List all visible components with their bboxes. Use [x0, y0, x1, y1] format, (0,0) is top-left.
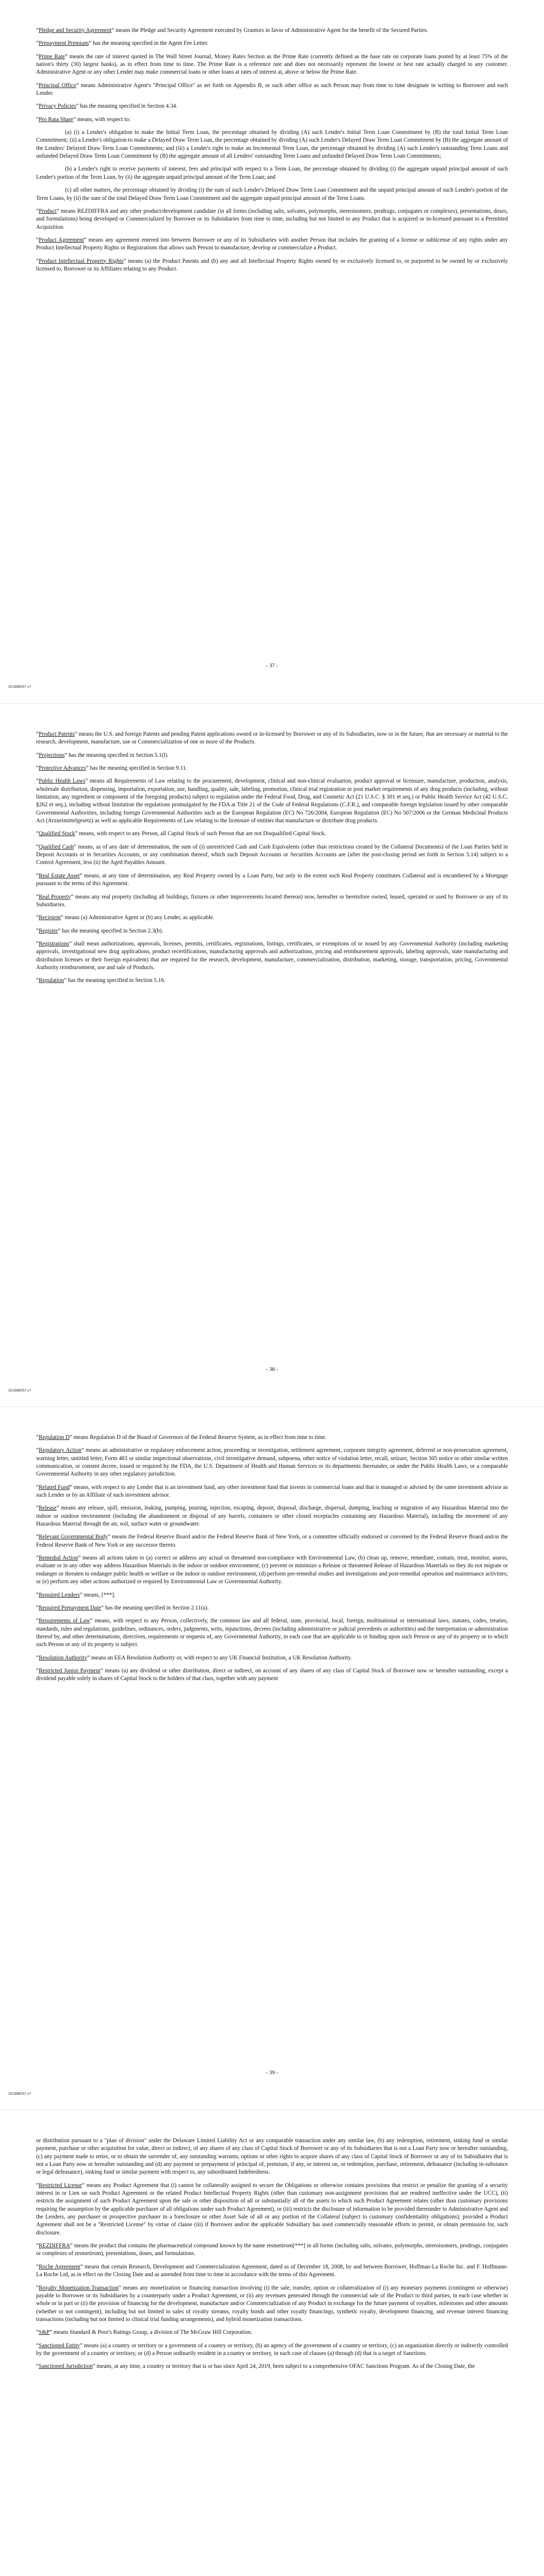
clause: (a) (i) a Lender's obligation to make the Initial Term Loan, the percentage obtained by dividing (A) such Lender's Initial Term Loan Commitment by (B) the total Initial Term Loan Commitment; (ii) a Lender's obligation to make a Delayed Draw Term Loan, the percentage obtained by dividing (A) such Lender's Delayed Draw Term Loan Commitment by (B) the aggregate amount of the Lenders' Delayed Draw Term Loan Commitments; and (iii) a Lender's right to make an Incremental Term Loan, the percentage obtained by dividing (A) such Lender's outstanding Term Loans and unfunded Delayed Draw Term Loan Commitment by (B) the aggregate amount of all Lenders' outstanding Term Loans and unfunded Delayed Draw Term Loan Commitments;	[36, 129, 508, 160]
definition-text: means, with respect to any Person, all Capital Stock of such Person that are not Disqualified Capital Stock.	[77, 831, 326, 837]
clause: (c) all other matters, the percentage obtained by dividing (i) the sum of such Lender's Delayed Draw Term Loan Commitment and the unpaid principal amount of such Lender's portion of the Term Loans, by (ii) the sum of the total Delayed Draw Term Loan Commitment and the aggregate unpaid principal amount of the Term Loans.	[36, 187, 508, 201]
definition-text: means the product that contains the pharmaceutical compound known by the name resmetirom[***] in all forms (including salts, solvates, polymorphs, stereoisomers, prodrugs, conjugates or complexes of resmetirom), presentations, doses, and formulations.	[36, 2243, 508, 2257]
continuation-paragraph: or distribution pursuant to a "plan of division" under the Delaware Limited Liability Act or any comparable transaction under any similar law, (b) any redemption, retirement, sinking fund or similar payment, purchase or other acquisition for value, direct or indirect, of any shares of any class of Capital Stock of Borrower or any of its Subsidiaries that is not a Loan Party now or hereafter outstanding, (c) any payment made to retire, or to obtain the surrender of, any outstanding warrants, options or other rights to acquire shares of any class of Capital Stock of Borrower or any of its Subsidiaries that is not a Loan Party now or hereafter outstanding and (d) any payment or prepayment of principal of, premium, if any, or interest on, or redemption, purchase, retirement, defeasance (including in-substance or legal defeasance), sinking fund or similar payment with respect to, any subordinated Indebtedness.	[36, 2138, 508, 2176]
definition-text: means all Requirements of Law relating to the procurement, development, clinical and non-clinical evaluation, product approval or licensure, manufacture, production, analysis, wholesale distribution, dispensing, importation, exportation, use, handling, quality, sale, labeling, promotion, clinical trial registration or post market requirements of any drug products (including, without limitation, any ingredient or component of the foregoing products) subject to regulation under the Federal Food, Drug, and Cosmetic Act (21 U.S.C. § 301 et seq.) or Public Health Service Act (42 U.S.C. §262 et seq.), including without limitation the regulations promulgated by the FDA at Title 21 of the Code of Federal Regulations (C.F.R.), and comparable foreign legislation issued by other comparable Governmental Authorities, including foreign Governmental Authorities such as the European Regulation (EC) No 726/2004, European Regulation (EC) No 507/2006 or the German Medicinal Products Act (Arzneimittelgesetz) as well as applicable Requirements of Law relating to the licensure of entities that manufacture or distribute drug products.	[36, 778, 508, 824]
defined-term: Pro Rata Share	[38, 116, 74, 123]
defined-term: S&P	[38, 2329, 50, 2336]
defined-term: Sanctioned Jurisdiction	[38, 2363, 93, 2370]
definition: “Regulation” has the meaning specified in Section 5.16.	[36, 977, 166, 984]
definition-text: has the meaning specified in Section 2.3(b).	[60, 927, 163, 934]
definition: “Pledge and Security Agreement” means the Pledge and Security Agreement executed by Grantors in favor of Administrative Agent for the benefit of the Secured Parties.	[36, 27, 428, 33]
definition: “Privacy Policies” has the meaning specified in Section 4.34.	[36, 103, 178, 110]
definition-text: means an administrative or regulatory enforcement action, proceeding or investigation, settlement agreement, corporate integrity agreement, deferred or non-prosecution agreement, warning letter, untitled letter, Form 483 or similar inspectional observations, civil investigative demand, subpoena, other notice of violation letter, recall, seizure, Section 305 notice or other similar written communication, or consent decree, issued or required by the FDA, the U.S. Department of Health and Human Services or its departments thereunder, or under the Public Health Laws, or a comparable Governmental Authority in any other regulatory jurisdiction.	[36, 1447, 508, 1478]
definition-text: means any monetization or financing transaction involving (i) the sale, transfer, option or collateralization of (i) any monetary payments (contingent or otherwise) payable to Borrower or its Subsidiaries by a counterparty under a Product Agreement, or (ii) any revenues generated through the commercial sale of the Product to third parties, in each case whether in whole or in part or (ii) the provision of financing for the development, manufacture and/or Commercialization of any Product in exchange for the future payment of royalties, milestones and other amounts (whether or not contingent), including but not limited to sales of royalty streams, royalty bonds and other royalty financings, synthetic royalty, development financing, and revenue interest financing transactions (including but not limited to clinical trial funding arrangements), and hybrid monetization transactions.	[36, 2284, 508, 2323]
definition-text: means all actions taken to (a) correct or address any actual or threatened non-compliance with Environmental Law, (b) clean up, remove, remediate, contain, treat, monitor, assess, evaluate or in any other way address Hazardous Materials in the indoor or outdoor environment; (c) prevent or minimize a Release or threatened Release of Hazardous Materials so they do not migrate or endanger or threaten to endanger public health or welfare or the indoor or outdoor environment; (d) perform pre-remedial studies and investigations and post-remedial operation and maintenance activities; or (e) perform any other actions authorized or required by Environmental Law or Governmental Authority.	[36, 1555, 508, 1585]
definition-text: means (a) the Product Patents and (b) any and all Intellectual Property Rights owned by or exclusively licensed to, or purported to be owned by or exclusively licensed to, Borrower or its Affiliates relating to any Product.	[36, 258, 508, 272]
defined-term: Real Property	[38, 893, 71, 900]
defined-term: Restricted License	[38, 2182, 82, 2189]
defined-term: Product	[38, 208, 57, 214]
definition-text: shall mean authorizations, approvals, licenses, permits, certificates, registrations, listings, certificates, or exemptions of or issued by any Governmental Authority (including marketing approvals, investigational new drug applications, product recertifications, manufacturing approvals and authorizations, pricing and reimbursement approvals, labeling approvals, state manufacturing and distribution licenses or their foreign equivalent) that are required for the research, development, manufacture, commercialization, distribution, marketing, storage, transportation, pricing, Governmental Authority reimbursement, use and sale of Products.	[36, 940, 508, 971]
definition: “Principal Office” means Administrative Agent's "Principal Office" as set forth on Appendix B, or such other office as such Person may from time to time designate in writing to Borrower and each Lender.	[36, 82, 508, 97]
definition: “Pro Rata Share” means, with respect to:	[36, 116, 130, 123]
definition: “Regulation D” means Regulation D of the Board of Governors of the Federal Reserve System, as in effect from time to time.	[36, 1434, 327, 1440]
definition: “Real Property” means any real property (including all buildings, fixtures or other improvements located thereon) now, hereafter or heretofore owned, leased, operated or used by Borrower or any of its Subsidiaries.	[36, 893, 508, 908]
definition-text: has the meaning specified in Section 5.16.	[67, 977, 166, 984]
definition-text: means Regulation D of the Board of Governors of the Federal Reserve System, as in effect from time to time.	[72, 1434, 327, 1440]
document-id: 321888257 v7	[8, 1389, 31, 1393]
defined-term: Regulation D	[38, 1434, 70, 1440]
definition: “Roche Agreement” means that certain Research, Development and Commercialization Agreement, dated as of December 18, 2008, by and between Borrower, Hoffman-La Roche Inc. and F. Hoffmann-La Roche Ltd, as in effect on the Closing Date and as amended from time to time in accordance with the terms of this Agreement.	[36, 2263, 508, 2278]
definition-text: means (a) a country or territory or a government of a country or territory, (b) an agency of the government of a country or territory, (c) an organization directly or indirectly controlled by the government of a country or territory, or (d) a Person ordinarily resident in a country or territory, in each case of clauses (a) through (d) that is a target of Sanctions.	[36, 2342, 508, 2357]
defined-term: Public Health Laws	[38, 778, 86, 785]
definition: “Recipient” means (a) Administrative Agent or (b) any Lender, as applicable.	[36, 914, 215, 921]
defined-term: Regulatory Action	[38, 1447, 81, 1454]
definition-text: means, with respect to any Person, collectively, the common law and all federal, state, provincial, local, foreign, multinational or international laws, statutes, codes, treaties, standards, rules and regulations, guidelines, ordinances, orders, judgments, writs, injunctions, decrees (including administrative or judicial precedents or authorities) and the interpretation or administration thereof by, and other determinations, directives, requirements or requests of, any Governmental Authority, in each case that are applicable to or binding upon such Person or any of its property or to which such Person or any of its property is subject.	[36, 1618, 508, 1648]
defined-term: Roche Agreement	[38, 2263, 80, 2270]
defined-term: Remedial Action	[38, 1555, 78, 1562]
clause: (b) a Lender's right to receive payments of interest, fees and principal with respect to a Term Loan, the percentage obtained by dividing (i) the aggregate unpaid principal amount of such Lender's portion of the Term Loan, by (ii) the aggregate unpaid principal amount of the Term Loan; and	[36, 166, 508, 180]
definition: “Sanctioned Entity” means (a) a country or territory or a government of a country or territory, (b) an agency of the government of a country or territory, (c) an organization directly or indirectly controlled by the government of a country or territory, or (d) a Person ordinarily resident in a country or territory, in each case of clauses (a) through (d) that is a target of Sanctions.	[36, 2342, 508, 2357]
defined-term: Relevant Governmental Body	[38, 1534, 108, 1540]
defined-term: Projections	[38, 752, 65, 758]
defined-term: Principal Office	[38, 82, 76, 89]
definition-text: means any agreement entered into between Borrower or any of its Subsidiaries with another Person that includes the granting of a license or sublicense of any rights under any Product Intellectual Property Rights or Registrations that allows such Person to manufacture, develop or commercialize a Product.	[36, 236, 508, 251]
defined-term: Resolution Authority	[38, 1654, 88, 1661]
definition: “Product Agreement” means any agreement entered into between Borrower or any of its Subsidiaries with another Person that includes the granting of a license or sublicense of any rights under any Product Intellectual Property Rights or Registrations that allows such Person to manufacture, develop or commercialize a Product.	[36, 236, 508, 251]
definition-text: has the meaning specified in Section 2.11(a).	[104, 1604, 209, 1611]
definition: “Remedial Action” means all actions taken to (a) correct or address any actual or threatened non-compliance with Environmental Law, (b) clean up, remove, remediate, contain, treat, monitor, assess, evaluate or in any other way address Hazardous Materials in the indoor or outdoor environment; (c) prevent or minimize a Release or threatened Release of Hazardous Materials so they do not migrate or endanger or threaten to endanger public health or welfare or the indoor or outdoor environment; (d) perform pre-remedial studies and investigations and post-remedial operation and maintenance activities; or (e) perform any other actions authorized or required by Environmental Law or Governmental Authority.	[36, 1555, 508, 1585]
definition-text: means any real property (including all buildings, fixtures or other improvements located thereon) now, hereafter or heretofore owned, leased, operated or used by Borrower or any of its Subsidiaries.	[36, 893, 508, 908]
definition: “Qualified Stock” means, with respect to any Person, all Capital Stock of such Person that are not Disqualified Capital Stock.	[36, 831, 326, 837]
defined-term: Qualified Cash	[38, 843, 74, 850]
definition: “Relevant Governmental Body” means the Federal Reserve Board and/or the Federal Reserve Bank of New York, or a committee officially endorsed or convened by the Federal Reserve Board and/or the Federal Reserve Bank of New York or any successor thereto.	[36, 1534, 508, 1548]
defined-term: Register	[38, 927, 58, 934]
definition: “Restricted License” means any Product Agreement that (i) cannot be collaterally assigned to secure the Obligations or otherwise contains provisions that restrict or penalize the granting of a security interest in or Lien on such Product Agreement or the related Product Intellectual Property Rights (other than customary non-assignment provisions that are rendered ineffective under the UCC), (ii) restricts the assignment of such Product Agreement upon the sale or other disposition of all or substantially all of the assets to which such Product Agreement relates (other than customary provisions requiring the assumption by the applicable purchaser of all obligations under such Product Agreement), or (iii) restricts the disclosure of information to be provided thereunder to Administrative Agent and the Lenders, any purchaser or prospective purchaser in a foreclosure or other Asset Sale of all or any portion of the Collateral (subject to customary confidentiality obligations); provided a Product Agreement shall not be a "Restricted License" by virtue of clause (iii) if Borrower and/or the applicable Subsidiary has used commercially reasonable efforts to permit, or obtain permission for, such disclosure.	[36, 2182, 508, 2236]
page-body	[36, 1434, 508, 1688]
definition: “Related Fund” means, with respect to any Lender that is an investment fund, any other investment fund that invests in commercial loans and that is managed or advised by the same investment advisor as such Lender or by an Affiliate of such investment advisor.	[36, 1484, 508, 1499]
definition: “Royalty Monetization Transaction” means any monetization or financing transaction involving (i) the sale, transfer, option or collateralization of (i) any monetary payments (contingent or otherwise) payable to Borrower or its Subsidiaries by a counterparty under a Product Agreement, or (ii) any revenues generated through the commercial sale of the Product to third parties, in each case whether in whole or in part or (ii) the provision of financing for the development, manufacture and/or Commercialization of any Product in exchange for the future payment of royalties, milestones and other amounts (whether or not contingent), including but not limited to sales of royalty streams, royalty bonds and other royalty financings, synthetic royalty, development financing, and revenue interest financing transactions (including but not limited to clinical trial funding arrangements), and hybrid monetization transactions.	[36, 2284, 508, 2323]
definition-text: means, [***].	[82, 1591, 116, 1598]
definition: “Resolution Authority” means an EEA Resolution Authority or, with respect to any UK Financial Institution, a UK Resolution Authority.	[36, 1654, 352, 1661]
definition-text: means (a) any dividend or other distribution, direct or indirect, on account of any shares of any class of Capital Stock of Borrower now or hereafter outstanding, except a dividend payable solely in shares of Capital Stock to the holders of that class, together with any payment	[36, 1667, 508, 1682]
defined-term: Sanctioned Entity	[38, 2342, 80, 2349]
definition: “Protective Advances” has the meaning specified in Section 9.11.	[36, 765, 187, 772]
definition-text: means, at any time, a country or territory that is or has since April 24, 2019, been subject to a comprehensive OFAC Sanctions Program. As of the Closing Date, the	[95, 2363, 475, 2370]
definition-text: has the meaning specified in Section 5.1(l).	[67, 752, 169, 758]
definition-text: means Standard & Poor's Ratings Group, a division of The McGraw Hill Corporation.	[52, 2329, 253, 2336]
definition-text: has the meaning specified in Section 9.11.	[88, 765, 187, 772]
definition-text: means (a) Administrative Agent or (b) any Lender, as applicable.	[63, 914, 215, 921]
definition: “Required Prepayment Date” has the meaning specified in Section 2.11(a).	[36, 1604, 209, 1611]
definition-text: means, with respect to any Lender that is an investment fund, any other investment fund that invests in commercial loans and that is managed or advised by the same investment advisor as such Lender or by an Affiliate of such investment advisor.	[36, 1484, 508, 1499]
definition: “Public Health Laws” means all Requirements of Law relating to the procurement, development, clinical and non-clinical evaluation, product approval or licensure, manufacture, production, analysis, wholesale distribution, dispensing, importation, exportation, use, handling, quality, sale, labeling, promotion, clinical trial registration or post market requirements of any drug products (including, without limitation, any ingredient or component of the foregoing products) subject to regulation under the Federal Food, Drug, and Cosmetic Act (21 U.S.C. § 301 et seq.) or Public Health Service Act (42 U.S.C. §262 et seq.), including without limitation the regulations promulgated by the FDA at Title 21 of the Code of Federal Regulations (C.F.R.), and comparable foreign legislation issued by other comparable Governmental Authorities, including foreign Governmental Authorities such as the European Regulation (EC) No 726/2004, European Regulation (EC) No 507/2006 or the German Medicinal Products Act (Arzneimittelgesetz) as well as applicable Requirements of Law relating to the licensure of entities that manufacture or distribute drug products.	[36, 778, 508, 824]
defined-term: Required Prepayment Date	[38, 1604, 102, 1611]
definition-text: means the rate of interest quoted in The Wall Street Journal, Money Rates Section as the Prime Rate (currently defined as the base rate on corporate loans posted by at least 75% of the nation's thirty (30) largest banks), as in effect from time to time. The Prime Rate is a reference rate and does not necessarily represent the lowest or best rate actually charged to any customer. Administrative Agent or any other Lender may make commercial loans or other loans at rates of interest at, above or below the Prime Rate.	[36, 53, 508, 76]
defined-term: Qualified Stock	[38, 831, 75, 837]
definition: “REZDIFFRA” means the product that contains the pharmaceutical compound known by the name resmetirom[***] in all forms (including salts, solvates, polymorphs, stereoisomers, prodrugs, conjugates or complexes of resmetirom), presentations, doses, and formulations.	[36, 2243, 508, 2257]
defined-term: Product Patents	[38, 731, 75, 737]
definition: “Required Lenders” means, [***].	[36, 1591, 116, 1598]
defined-term: Product Agreement	[38, 236, 84, 243]
definition-text: means that certain Research, Development and Commercialization Agreement, dated as of December 18, 2008, by and between Borrower, Hoffman-La Roche Inc. and F. Hoffmann-La Roche Ltd, as in effect on the Closing Date and as amended from time to time in accordance with the terms of this Agreement.	[36, 2263, 508, 2278]
definition-text: has the meaning specified in Section 4.34.	[78, 103, 178, 110]
defined-term: Recipient	[38, 914, 61, 921]
defined-term: Requirements of Law	[38, 1618, 90, 1624]
defined-term: Related Fund	[38, 1484, 70, 1490]
definition: “Prepayment Premium” has the meaning specified in the Agent Fee Letter.	[36, 40, 208, 47]
page-number: - 39 -	[266, 2070, 278, 2076]
defined-term: Privacy Policies	[38, 103, 76, 110]
definition: “Projections” has the meaning specified in Section 5.1(l).	[36, 752, 169, 758]
definition: “Sanctioned Jurisdiction” means, at any time, a country or territory that is or has since April 24, 2019, been subject to a comprehensive OFAC Sanctions Program. As of the Closing Date, the	[36, 2363, 475, 2370]
definition-text: means, as of any date of determination, the sum of (i) unrestricted Cash and Cash Equivalents (other than restrictions created by the Collateral Documents) of the Loan Parties held in Deposit Accounts or in Securities Accounts, or any combination thereof, which such Deposit Accounts or Securities Accounts are (after the post-closing period set forth in Section 5.14) subject to a Control Agreement, less (ii) the Aged Payables Amount.	[36, 843, 508, 866]
page-39	[0, 1406, 544, 2110]
page-body	[36, 27, 508, 278]
definition: “Product” means REZDIFFRA and any other product/development candidate (in all forms (including salts, solvates, polymorphs, stereoisomers, prodrugs, conjugates or complexes), presentations, doses, and formulations) being developed or Commercialized by Borrower or its Subsidiaries from time to time, including but not limited to any Product that is acquired or in-licensed pursuant to a Permitted Acquisition.	[36, 208, 508, 230]
defined-term: Real Estate Asset	[38, 872, 80, 879]
definition: “Qualified Cash” means, as of any date of determination, the sum of (i) unrestricted Cash and Cash Equivalents (other than restrictions created by the Collateral Documents) of the Loan Parties held in Deposit Accounts or in Securities Accounts, or any combination thereof, which such Deposit Accounts or Securities Accounts are (after the post-closing period set forth in Section 5.14) subject to a Control Agreement, less (ii) the Aged Payables Amount.	[36, 843, 508, 866]
definition-text: means the Pledge and Security Agreement executed by Grantors in favor of Administrative Agent for the benefit of the Secured Parties.	[114, 27, 428, 33]
definition-text: means the U.S. and foreign Patents and pending Patent applications owned or in-licensed by Borrower or any of its Subsidiaries, now or in the future, that are necessary or material to the research, development, manufacture, use or Commercialization of one or more of the Products.	[36, 731, 508, 745]
defined-term: Restricted Junior Payment	[38, 1667, 101, 1674]
document-id: 321888257 v7	[8, 2092, 31, 2096]
page-number: - 37 -	[266, 663, 278, 669]
defined-term: Prepayment Premium	[38, 40, 89, 47]
page-number: - 38 -	[266, 1366, 278, 1372]
defined-term: Required Lenders	[38, 1591, 80, 1598]
definition: “Registrations” shall mean authorizations, approvals, licenses, permits, certificates, registrations, listings, certificates, or exemptions of or issued by any Governmental Authority (including marketing approvals, investigational new drug applications, product recertifications, manufacturing approvals and authorizations, pricing and reimbursement approvals, labeling approvals, state manufacturing and distribution licenses or their foreign equivalent) that are required for the research, development, manufacture, commercialization, distribution, marketing, storage, transportation, pricing, Governmental Authority reimbursement, use and sale of Products.	[36, 940, 508, 971]
definition-text: means any release, spill, emission, leaking, pumping, pouring, injection, escaping, deposit, disposal, discharge, dispersal, dumping, leaching or migration of any Hazardous Material into the indoor or outdoor environment (including the abandonment or disposal of any barrels, containers or other closed receptacles containing any Hazardous Material), including the movement of any Hazardous Material through the air, soil, surface water or groundwater.	[36, 1505, 508, 1528]
definition: “Release” means any release, spill, emission, leaking, pumping, pouring, injection, escaping, deposit, disposal, discharge, dispersal, dumping, leaching or migration of any Hazardous Material into the indoor or outdoor environment (including the abandonment or disposal of any barrels, containers or other closed receptacles containing any Hazardous Material), including the movement of any Hazardous Material through the air, soil, surface water or groundwater.	[36, 1505, 508, 1528]
defined-term: Prime Rate	[38, 53, 65, 60]
page-37	[0, 0, 544, 703]
definition: “Regulatory Action” means an administrative or regulatory enforcement action, proceeding or investigation, settlement agreement, corporate integrity agreement, deferred or non-prosecution agreement, warning letter, untitled letter, Form 483 or similar inspectional observations, civil investigative demand, subpoena, other notice of violation letter, recall, seizure, Section 305 notice or other similar written communication, or consent decree, issued or required by the FDA, the U.S. Department of Health and Human Services or its departments thereunder, or under the Public Health Laws, or a comparable Governmental Authority in any other regulatory jurisdiction.	[36, 1447, 508, 1478]
definition: “Real Estate Asset” means, at any time of determination, any Real Property owned by a Loan Party, but only to the extent such Real Property constitutes Collateral and is encumbered by a Mortgage pursuant to the terms of this Agreement.	[36, 872, 508, 887]
definition-text: means, with respect to:	[76, 116, 130, 123]
defined-term: Protective Advances	[38, 765, 86, 772]
defined-term: Pledge and Security Agreement	[38, 27, 112, 33]
defined-term: Registrations	[38, 940, 70, 947]
definition: “Product Intellectual Property Rights” means (a) the Product Patents and (b) any and all Intellectual Property Rights owned by or exclusively licensed to, or purported to be owned by or exclusively licensed to, Borrower or its Affiliates relating to any Product.	[36, 258, 508, 272]
definition-text: means any Product Agreement that (i) cannot be collaterally assigned to secure the Obligations or otherwise contains provisions that restrict or penalize the granting of a security interest in or Lien on such Product Agreement or the related Product Intellectual Property Rights (other than customary non-assignment provisions that are rendered ineffective under the UCC), (ii) restricts the assignment of such Product Agreement upon the sale or other disposition of all or substantially all of the assets to which such Product Agreement relates (other than customary provisions requiring the assumption by the applicable purchaser of all obligations under such Product Agreement), or (iii) restricts the disclosure of information to be provided thereunder to Administrative Agent and the Lenders, any purchaser or prospective purchaser in a foreclosure or other Asset Sale of all or any portion of the Collateral (subject to customary confidentiality obligations); provided a Product Agreement shall not be a "Restricted License" by virtue of clause (iii) if Borrower and/or the applicable Subsidiary has used commercially reasonable efforts to permit, or obtain permission for, such disclosure.	[36, 2182, 508, 2236]
definition-text: means the Federal Reserve Board and/or the Federal Reserve Bank of New York, or a committee officially endorsed or convened by the Federal Reserve Board and/or the Federal Reserve Bank of New York or any successor thereto.	[36, 1534, 508, 1548]
page-38	[0, 703, 544, 1407]
definition: “Restricted Junior Payment” means (a) any dividend or other distribution, direct or indirect, on account of any shares of any class of Capital Stock of Borrower now or hereafter outstanding, except a dividend payable solely in shares of Capital Stock to the holders of that class, together with any payment	[36, 1667, 508, 1682]
document-id: 321888257 v7	[8, 685, 31, 689]
definition-text: means an EEA Resolution Authority or, with respect to any UK Financial Institution, a UK Resolution Authority.	[90, 1654, 352, 1661]
definition-text: means REZDIFFRA and any other product/development candidate (in all forms (including salts, solvates, polymorphs, stereoisomers, prodrugs, conjugates or complexes), presentations, doses, and formulations) being developed or Commercialized by Borrower or its Subsidiaries from time to time, including but not limited to any Product that is acquired or in-licensed pursuant to a Permitted Acquisition.	[36, 208, 508, 230]
definition: “S&P” means Standard & Poor's Ratings Group, a division of The McGraw Hill Corporation.	[36, 2329, 253, 2336]
defined-term: REZDIFFRA	[38, 2243, 70, 2249]
defined-term: Product Intellectual Property Rights	[38, 258, 124, 264]
definition: “Product Patents” means the U.S. and foreign Patents and pending Patent applications owned or in-licensed by Borrower or any of its Subsidiaries, now or in the future, that are necessary or material to the research, development, manufacture, use or Commercialization of one or more of the Products.	[36, 731, 508, 745]
page-40	[0, 2110, 544, 2576]
page-body	[36, 731, 508, 990]
definition-text: means, at any time of determination, any Real Property owned by a Loan Party, but only to the extent such Real Property constitutes Collateral and is encumbered by a Mortgage pursuant to the terms of this Agreement.	[36, 872, 508, 887]
definition-text: has the meaning specified in the Agent Fee Letter.	[91, 40, 208, 47]
page-body	[36, 2137, 508, 2376]
definition: “Register” has the meaning specified in Section 2.3(b).	[36, 927, 163, 934]
defined-term: Release	[38, 1505, 57, 1512]
definition-text: means Administrative Agent's "Principal Office" as set forth on Appendix B, or such other office as such Person may from time to time designate in writing to Borrower and each Lender.	[36, 82, 508, 97]
definition: “Requirements of Law” means, with respect to any Person, collectively, the common law and all federal, state, provincial, local, foreign, multinational or international laws, statutes, codes, treaties, standards, rules and regulations, guidelines, ordinances, orders, judgments, writs, injunctions, decrees (including administrative or judicial precedents or authorities) and the interpretation or administration thereof by, and other determinations, directives, requirements or requests of, any Governmental Authority, in each case that are applicable to or binding upon such Person or any of its property or to which such Person or any of its property is subject.	[36, 1618, 508, 1648]
defined-term: Royalty Monetization Transaction	[38, 2284, 119, 2291]
definition: “Prime Rate” means the rate of interest quoted in The Wall Street Journal, Money Rates Section as the Prime Rate (currently defined as the base rate on corporate loans posted by at least 75% of the nation's thirty (30) largest banks), as in effect from time to time. The Prime Rate is a reference rate and does not necessarily represent the lowest or best rate actually charged to any customer. Administrative Agent or any other Lender may make commercial loans or other loans at rates of interest at, above or below the Prime Rate.	[36, 53, 508, 76]
defined-term: Regulation	[38, 977, 64, 984]
